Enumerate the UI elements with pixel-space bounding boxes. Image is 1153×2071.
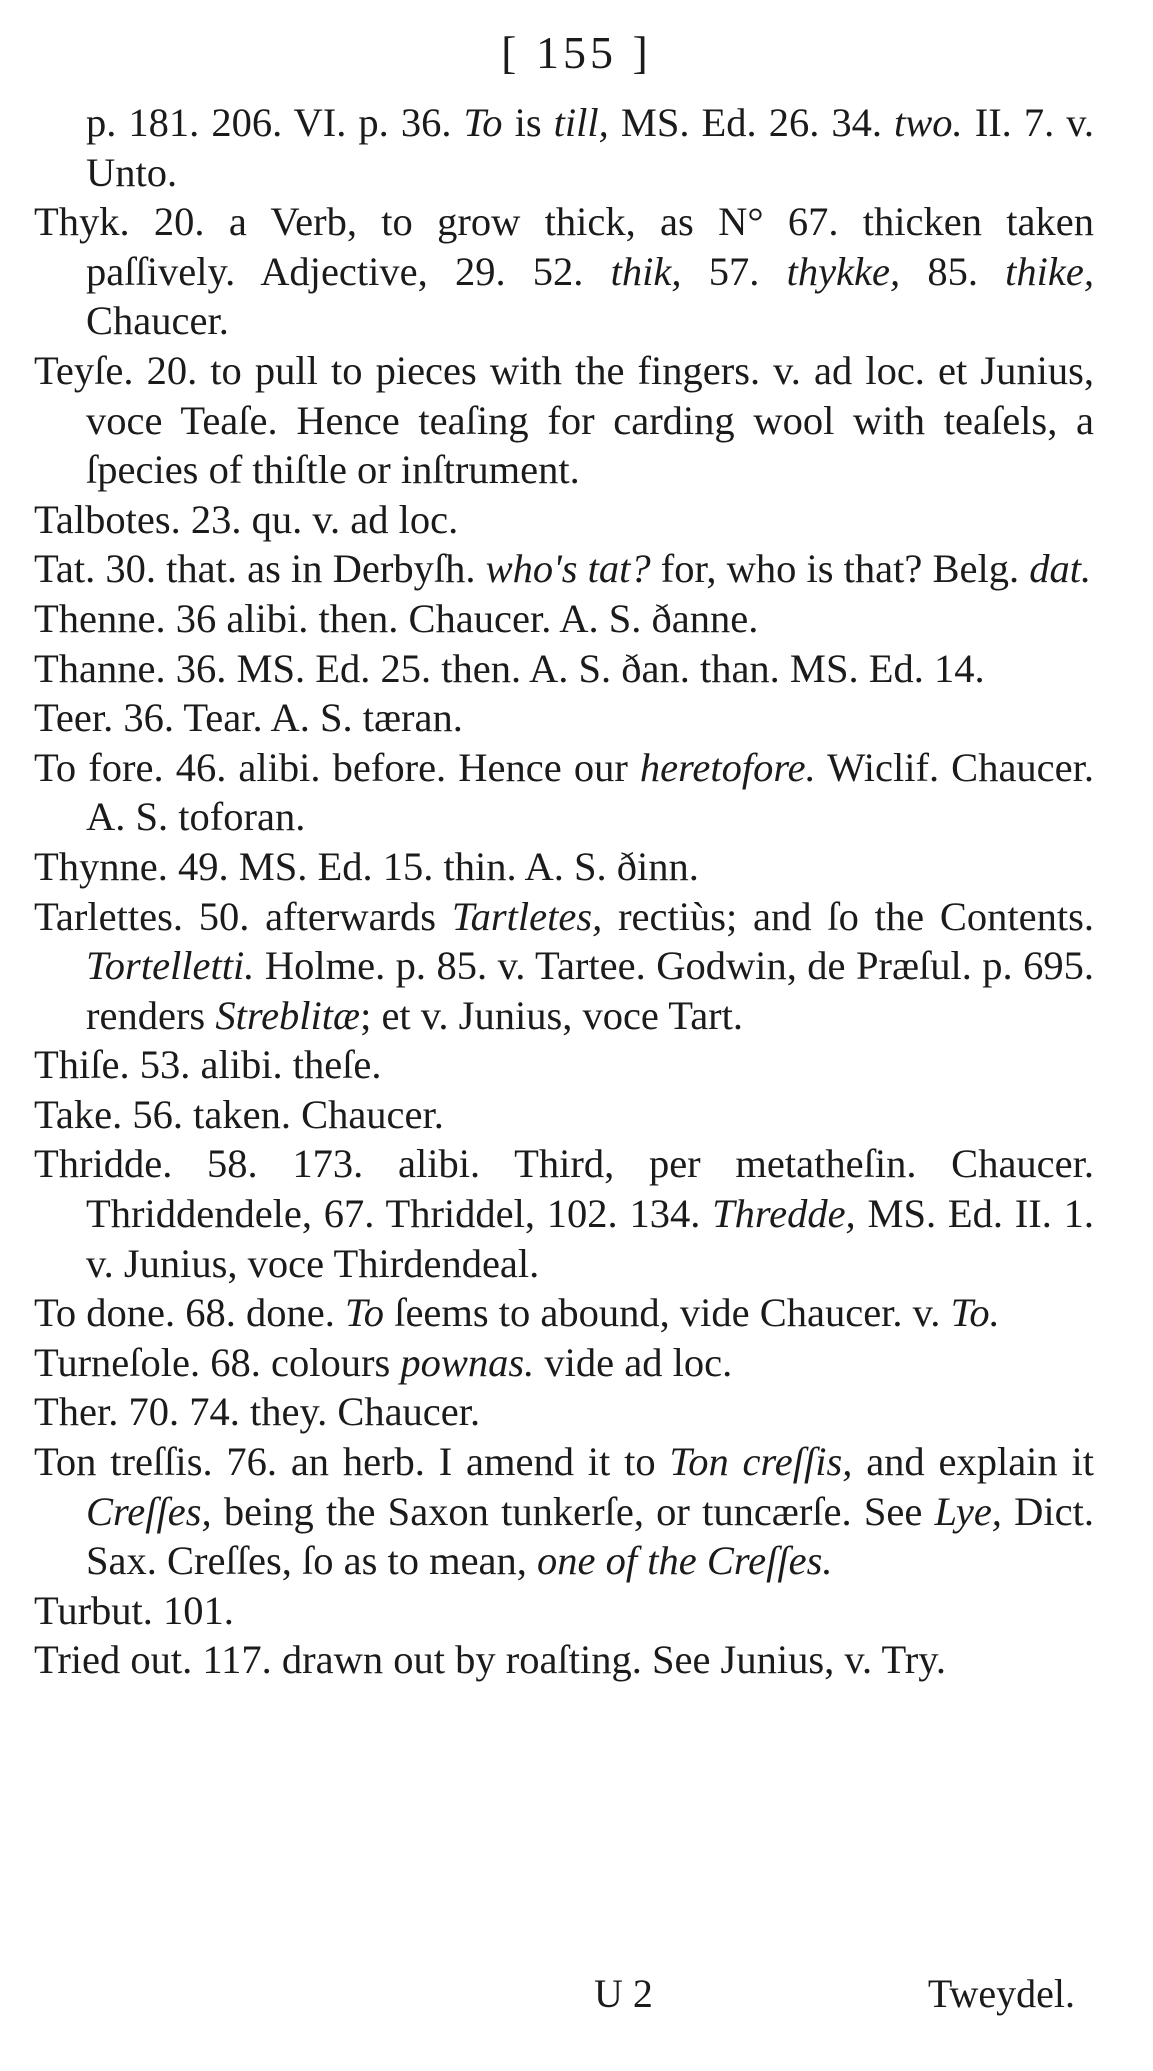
glossary-entry — [34, 1635, 1094, 1685]
glossary-entry — [34, 1586, 1094, 1636]
italic-text: To — [345, 1290, 385, 1336]
italic-text: Tartletes, — [451, 893, 603, 939]
entry-text: To done. 68. done. — [34, 1290, 345, 1336]
entry-text: Turbut. 101. — [34, 1587, 234, 1633]
entry-text: rectiùs; and ſo the Contents. — [602, 893, 1094, 939]
entry-text: To fore. 46. alibi. before. Hence our — [34, 744, 640, 790]
italic-text: thik, — [610, 248, 682, 294]
entry-text: 85. — [900, 248, 1006, 294]
entry-text: for, who is that? Belg. — [650, 546, 1030, 592]
glossary-entries — [34, 98, 1094, 1685]
entry-text: Thanne. 36. MS. Ed. 25. then. A. S. ðan. than. MS. Ed. 14. — [34, 645, 985, 691]
glossary-entry — [34, 1387, 1094, 1437]
italic-text: thike, — [1005, 248, 1095, 294]
entry-text: Holme. p. 85. v. Tartee. Godwin, de Præſul. p. 695. renders — [86, 943, 1094, 1038]
italic-text: Ton creſſis, — [669, 1439, 853, 1485]
glossary-entry — [34, 693, 1094, 743]
italic-text: Lye, — [934, 1488, 1002, 1534]
entry-text: Thynne. 49. MS. Ed. 15. thin. A. S. ðinn. — [34, 843, 699, 889]
italic-text: two. — [894, 100, 963, 145]
italic-text: Tortelletti. — [86, 943, 255, 989]
glossary-entry — [34, 1288, 1094, 1338]
signature-mark: U 2 — [594, 1971, 653, 2016]
entry-text: Take. 56. taken. Chaucer. — [34, 1091, 444, 1137]
entry-text: being the Saxon tunkerſe, or tuncærſe. See — [211, 1488, 935, 1534]
entry-text: Dict. Sax. Creſſes, ſo as to mean, — [86, 1488, 1094, 1584]
italic-text: dat. — [1029, 546, 1092, 592]
entry-text: and explain it — [852, 1439, 1094, 1485]
entry-text: Thyk. 20. a Verb, to grow thick, as N° 67. thicken taken paſſively. Adjective, 29. 52. — [34, 199, 1094, 294]
glossary-entry — [34, 98, 1094, 197]
italic-text: pownas. — [400, 1339, 535, 1385]
entry-text: Teyſe. 20. to pull to pieces with the fingers. v. ad loc. et Junius, voce Teaſe. Hence teaſing for carding wool with teaſels, a ſpecies of thiſtle or inſtrument. — [34, 347, 1094, 493]
entry-text: MS. Ed. 26. 34. — [608, 100, 895, 145]
entry-text: Thenne. 36 alibi. then. Chaucer. A. S. ðanne. — [34, 595, 759, 641]
entry-text: Wiclif. Chaucer. A. S. toforan. — [86, 744, 1094, 840]
italic-text: Creſſes, — [86, 1488, 212, 1534]
glossary-entry — [34, 197, 1094, 346]
glossary-entry — [34, 1090, 1094, 1140]
glossary-entry — [34, 495, 1094, 545]
entry-text: Chaucer. — [86, 298, 229, 344]
glossary-entry — [34, 1437, 1094, 1586]
italic-text: who's tat? — [485, 546, 651, 592]
entry-text: Talbotes. 23. qu. v. ad loc. — [34, 496, 459, 542]
page-number: [ 155 ] — [501, 27, 652, 78]
entry-text: Teer. 36. Tear. A. S. tæran. — [34, 695, 463, 741]
glossary-entry — [34, 544, 1094, 594]
glossary-entry — [34, 644, 1094, 694]
glossary-entry — [34, 1338, 1094, 1388]
entry-text: Tried out. 117. drawn out by roaſting. See Junius, v. Try. — [34, 1637, 947, 1683]
italic-text: Thredde, — [712, 1191, 856, 1237]
entry-text: 57. — [681, 248, 787, 294]
italic-text: Streblitæ — [215, 992, 361, 1038]
italic-text: one of the Creſſes. — [537, 1538, 833, 1584]
entry-text: Thridde. 58. 173. alibi. Third, per metatheſin. Chaucer. Thriddendele, 67. Thriddel, 102. 134. — [34, 1141, 1094, 1237]
entry-text: MS. Ed. II. 1. v. Junius, voce Thirdendeal. — [86, 1191, 1094, 1286]
entry-text: Tarlettes. 50. afterwards — [34, 893, 452, 939]
entry-text: Thiſe. 53. alibi. theſe. — [34, 1042, 382, 1088]
glossary-entry — [34, 1139, 1094, 1288]
entry-text: Ton treſſis. 76. an herb. I amend it to — [34, 1439, 670, 1485]
entry-text: vide ad loc. — [534, 1339, 733, 1385]
entry-text: Turneſole. 68. colours — [34, 1339, 401, 1385]
entry-text: Tat. 30. that. as in Derbyſh. — [34, 546, 486, 592]
entry-text: ſeems to abound, vide Chaucer. v. — [384, 1290, 951, 1336]
glossary-entry — [34, 346, 1094, 495]
entry-text: II. 7. v. Unto. — [86, 100, 1095, 195]
italic-text: To. — [950, 1290, 1000, 1336]
entry-text: is — [502, 100, 554, 145]
italic-text: heretofore. — [639, 744, 816, 790]
entry-text: Ther. 70. 74. they. Chaucer. — [34, 1389, 481, 1435]
italic-text: To — [463, 100, 503, 145]
glossary-entry — [34, 842, 1094, 892]
italic-text: thykke, — [786, 248, 901, 294]
entry-text: p. 181. 206. VI. p. 36. — [86, 100, 464, 145]
italic-text: till, — [553, 100, 609, 145]
catchword: Tweydel. — [927, 1971, 1075, 2016]
entry-text: ; et v. Junius, voce Tart. — [360, 992, 744, 1038]
glossary-entry — [34, 743, 1094, 842]
page-footer — [0, 1970, 1153, 2026]
glossary-entry — [34, 594, 1094, 644]
glossary-entry — [34, 1040, 1094, 1090]
glossary-entry — [34, 892, 1094, 1041]
